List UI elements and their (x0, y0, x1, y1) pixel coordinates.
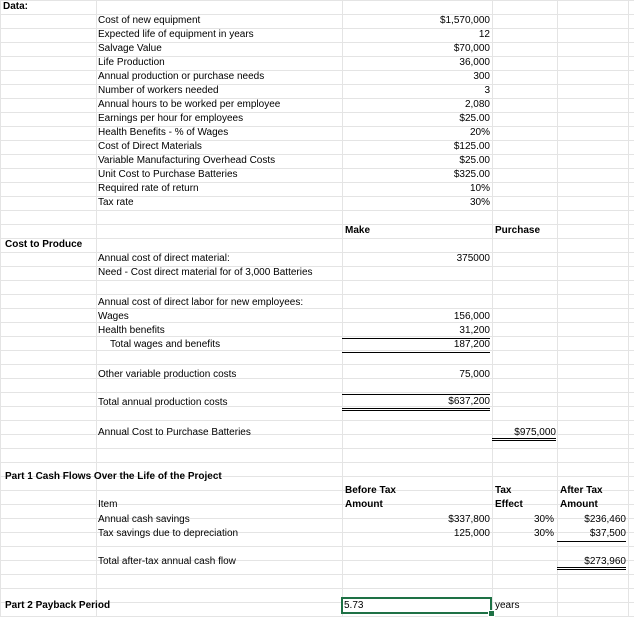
cashflow-after-tax[interactable]: $236,460 (584, 514, 626, 525)
total-cashflow-value[interactable]: $273,960 (557, 555, 626, 570)
input-value[interactable]: 30% (469, 197, 490, 208)
input-value[interactable]: $325.00 (453, 169, 490, 180)
input-label[interactable]: Number of workers needed (98, 85, 219, 96)
cashflow-before-tax[interactable]: 125,000 (453, 528, 490, 539)
input-label[interactable]: Unit Cost to Purchase Batteries (98, 169, 238, 180)
material-label[interactable]: Annual cost of direct material: (98, 253, 230, 264)
other-variable-label[interactable]: Other variable production costs (98, 369, 237, 380)
wages-label[interactable]: Wages (98, 311, 129, 322)
input-label[interactable]: Earnings per hour for employees (98, 113, 244, 124)
cashflow-tax-effect[interactable]: 30% (533, 514, 554, 525)
cashflow-before-tax[interactable]: $337,800 (448, 514, 490, 525)
tax-effect-header[interactable]: Tax (495, 485, 512, 496)
tax-effect-header-2[interactable]: Effect (495, 499, 523, 510)
input-value[interactable]: $25.00 (459, 113, 490, 124)
input-value[interactable]: 300 (473, 71, 490, 82)
payback-unit[interactable]: years (495, 600, 520, 611)
after-tax-header-2[interactable]: Amount (560, 499, 598, 510)
input-value[interactable]: 12 (478, 29, 490, 40)
input-label[interactable]: Annual production or purchase needs (98, 71, 265, 82)
total-production-value[interactable]: $637,200 (342, 394, 490, 411)
cashflow-after-tax[interactable]: $37,500 (557, 527, 626, 542)
wages-value[interactable]: 156,000 (453, 311, 490, 322)
input-value[interactable]: 2,080 (464, 99, 490, 110)
purchase-header[interactable]: Purchase (495, 225, 541, 236)
input-label[interactable]: Expected life of equipment in years (98, 29, 254, 40)
input-label[interactable]: Tax rate (98, 197, 134, 208)
input-label[interactable]: Annual hours to be worked per employee (98, 99, 281, 110)
part2-title[interactable]: Part 2 Payback Period (5, 600, 111, 611)
purchase-cost-label[interactable]: Annual Cost to Purchase Batteries (98, 427, 251, 438)
input-label[interactable]: Life Production (98, 57, 165, 68)
material-need-label[interactable]: Need - Cost direct material for of 3,000 Batteries (98, 267, 313, 278)
total-wages-value[interactable]: 187,200 (342, 338, 490, 353)
input-label[interactable]: Cost of new equipment (98, 15, 201, 26)
purchase-cost-value[interactable]: $975,000 (492, 426, 556, 441)
input-label[interactable]: Health Benefits - % of Wages (98, 127, 229, 138)
input-value[interactable]: 36,000 (459, 57, 490, 68)
part1-title[interactable]: Part 1 Cash Flows Over the Life of the Project (5, 471, 222, 482)
cashflow-item[interactable]: Annual cash savings (98, 514, 190, 525)
cost-to-produce-label[interactable]: Cost to Produce (5, 239, 83, 250)
make-header[interactable]: Make (345, 225, 371, 236)
labor-label[interactable]: Annual cost of direct labor for new employees: (98, 297, 304, 308)
input-value[interactable]: $125.00 (453, 141, 490, 152)
input-label[interactable]: Cost of Direct Materials (98, 141, 202, 152)
item-header[interactable]: Item (98, 499, 118, 510)
input-value[interactable]: $1,570,000 (439, 15, 490, 26)
other-variable-value[interactable]: 75,000 (459, 369, 490, 380)
health-label[interactable]: Health benefits (98, 325, 165, 336)
data-label: Data: (3, 1, 29, 12)
material-value[interactable]: 375000 (456, 253, 490, 264)
cashflow-tax-effect[interactable]: 30% (533, 528, 554, 539)
input-value[interactable]: 3 (484, 85, 490, 96)
fill-handle[interactable] (488, 610, 495, 617)
total-cashflow-label[interactable]: Total after-tax annual cash flow (98, 556, 236, 567)
total-wages-label[interactable]: Total wages and benefits (110, 339, 221, 350)
input-label[interactable]: Required rate of return (98, 183, 199, 194)
payback-period-cell[interactable]: 5.73 (341, 597, 492, 614)
total-production-label[interactable]: Total annual production costs (98, 397, 228, 408)
before-tax-header[interactable]: Before Tax (345, 485, 396, 496)
before-tax-header-2[interactable]: Amount (345, 499, 383, 510)
after-tax-header[interactable]: After Tax (560, 485, 603, 496)
input-label[interactable]: Variable Manufacturing Overhead Costs (98, 155, 276, 166)
input-label[interactable]: Salvage Value (98, 43, 162, 54)
health-value[interactable]: 31,200 (342, 324, 490, 339)
input-value[interactable]: $70,000 (453, 43, 490, 54)
input-value[interactable]: 20% (469, 127, 490, 138)
input-value[interactable]: $25.00 (459, 155, 490, 166)
input-value[interactable]: 10% (469, 183, 490, 194)
cashflow-item[interactable]: Tax savings due to depreciation (98, 528, 239, 539)
